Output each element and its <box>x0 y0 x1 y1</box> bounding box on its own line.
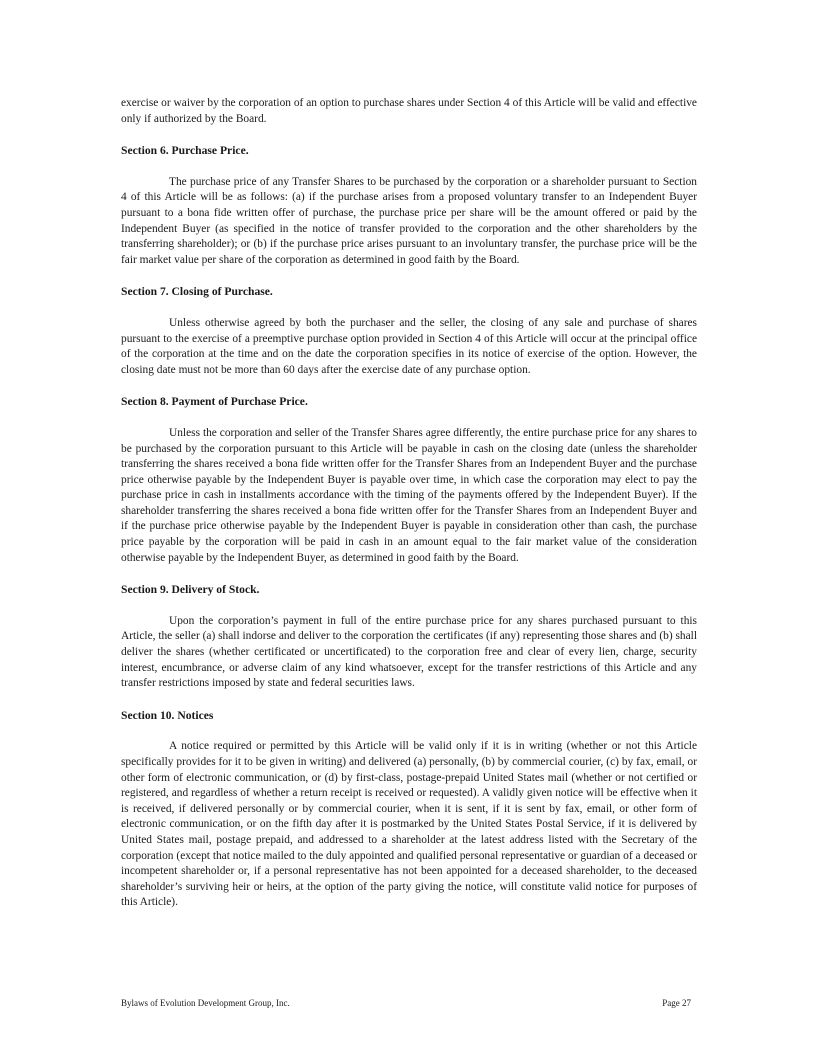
section-9-heading: Section 9. Delivery of Stock. <box>121 583 260 597</box>
page-body <box>121 96 697 911</box>
section-7-body: Unless otherwise agreed by both the purchaser and the seller, the closing of any sale and purchase of shares pursuant to the exercise of a preemptive purchase option provided in Section 4 of this Article will occur at the principal office of the corporation at the time and on the date the corporation specifies in its notice of exercise of the option. However, the closing date must not be more than 60 days after the exercise date of any purchase option. <box>121 316 697 376</box>
section-6-body: The purchase price of any Transfer Shares to be purchased by the corporation or a shareholder pursuant to Section 4 of this Article will be as follows: (a) if the purchase arises from a proposed voluntary transfer to an Independent Buyer pursuant to a bona fide written offer of purchase, the purchase price per share will be the amount offered or paid by the Independent Buyer (as specified in the notice of transfer provided to the corporation and the other shareholders by the transferring shareholder); or (b) if the purchase price arises pursuant to an involuntary transfer, the purchase price will be the fair market value per share of the corporation as determined in good faith by the Board. <box>121 175 697 266</box>
section-9-body: Upon the corporation’s payment in full of the entire purchase price for any shares purchased pursuant to this Article, the seller (a) shall indorse and deliver to the corporation the certificates (if any) representing those shares and (b) shall deliver the shares (whether certificated or uncertificated) to the corporation free and clear of every lien, charge, security interest, encumbrance, or adverse claim of any kind whatsoever, except for the transfer restrictions of this Article and any transfer restrictions imposed by state and federal securities laws. <box>121 614 697 690</box>
section-7-heading: Section 7. Closing of Purchase. <box>121 285 273 299</box>
section-10-body: A notice required or permitted by this Article will be valid only if it is in writing (whether or not this Article specifically provides for it to be given in writing) and delivered (a) personally, (b) by commercial courier, (c) by fax, email, or other form of electronic communication, or (d) by first-class, postage-prepaid United States mail (whether or not certified or registered, and regardless of whether a return receipt is received or requested). A validly given notice will be effective when it is received, if delivered personally or by commercial courier, when it is sent, if it is sent by fax, email, or other form of electronic communication, or on the fifth day after it is postmarked by the United States Postal Service, if it is delivered by United States mail, postage prepaid, and addressed to a shareholder at the latest address listed with the Secretary of the corporation (except that notice mailed to the duly appointed and qualified personal representative or guardian of a deceased or incompetent shareholder or, if a personal representative has not been appointed for a deceased shareholder, to the deceased shareholder’s surviving heir or heirs, at the option of the party giving the notice, will constitute valid notice for purposes of this Article). <box>121 740 697 909</box>
section-6-heading: Section 6. Purchase Price. <box>121 144 249 158</box>
intro-paragraph: exercise or waiver by the corporation of an option to purchase shares under Section 4 of this Article will be valid and effective only if authorized by the Board. <box>121 97 697 125</box>
section-8-heading: Section 8. Payment of Purchase Price. <box>121 395 308 409</box>
section-8-body: Unless the corporation and seller of the Transfer Shares agree differently, the entire purchase price for any shares to be purchased by the corporation pursuant to this Article will be payable in cash on the closing date (unless the shareholder transferring the shares received a bona fide written offer for the Transfer Shares from an Independent Buyer and the purchase price otherwise payable by the Independent Buyer is payable over time, in which case the corporation may elect to pay the purchase price in cash in installments accordance with the timing of the payments offered by the Independent Buyer). If the shareholder transferring the shares received a bona fide written offer for the Transfer Shares from an Independent Buyer and if the purchase price otherwise payable by the Independent Buyer is payable in consideration other than cash, the purchase price payable by the corporation will be paid in cash in an amount equal to the fair market value of the consideration otherwise payable by the Independent Buyer, as determined in good faith by the Board. <box>121 426 697 564</box>
page-number: Page 27 <box>662 998 691 1008</box>
section-10-heading: Section 10. Notices <box>121 708 214 722</box>
footer-document-title: Bylaws of Evolution Development Group, Inc. <box>121 998 290 1008</box>
